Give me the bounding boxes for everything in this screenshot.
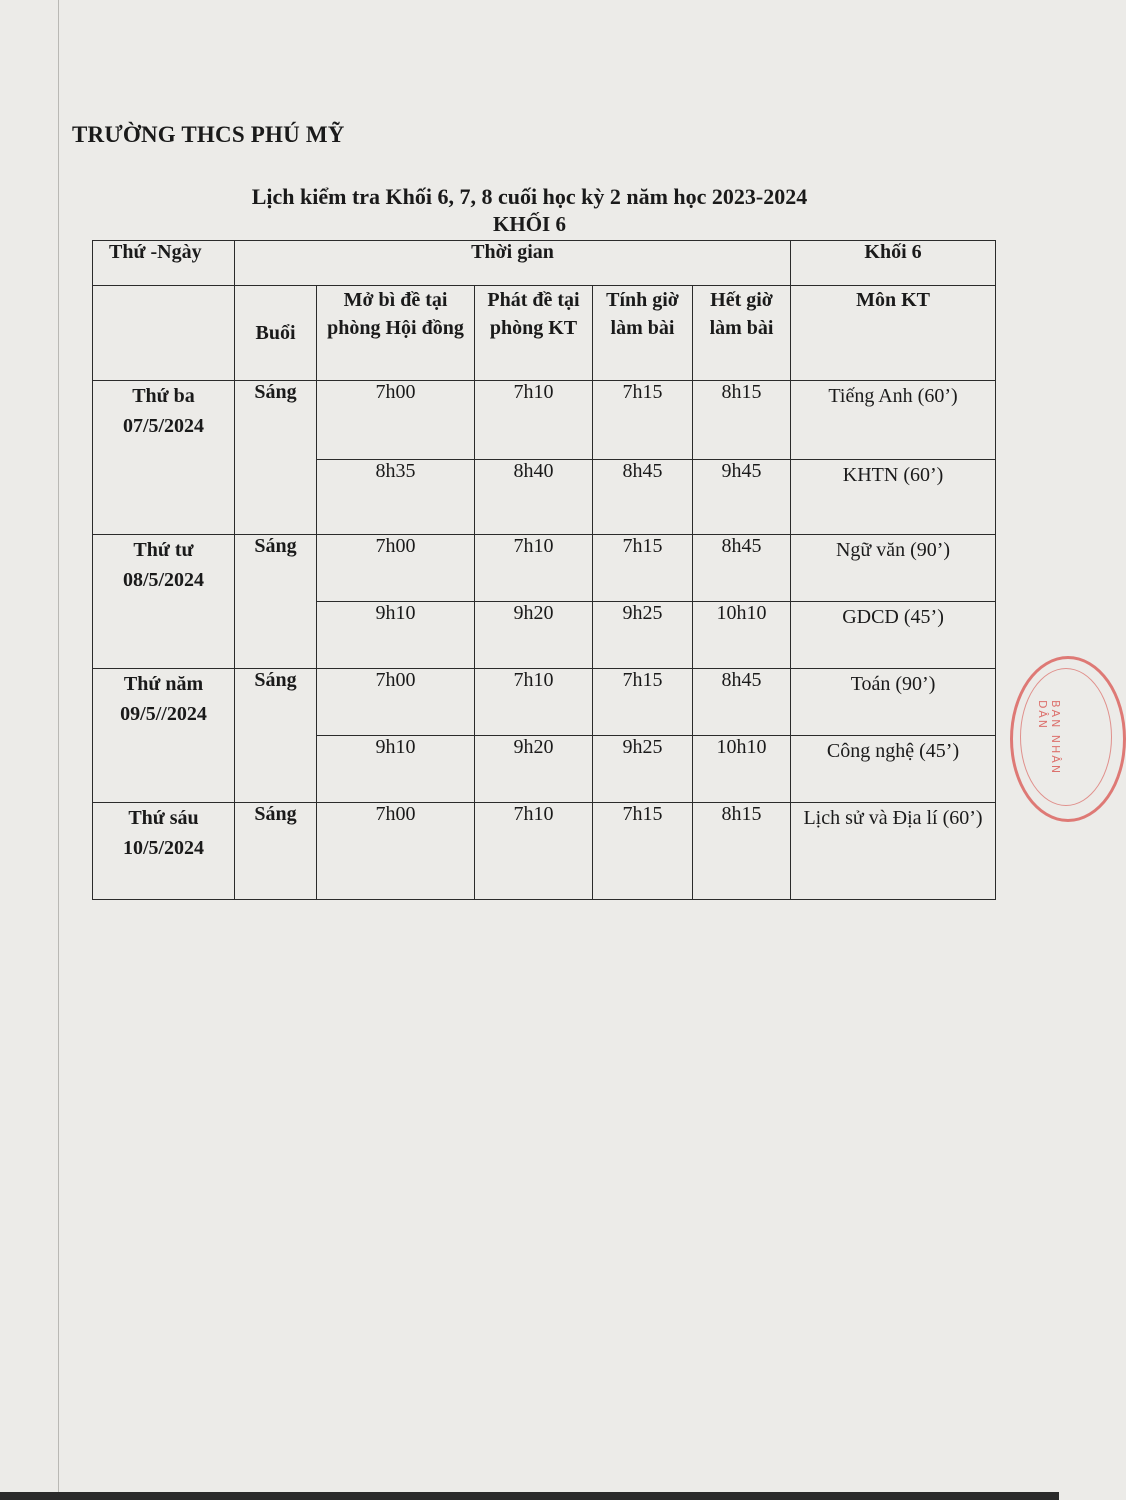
end-time: 8h15 — [693, 803, 791, 900]
header-day: Thứ -Ngày — [93, 241, 235, 286]
session-cell: Sáng — [235, 535, 317, 669]
day-cell — [93, 381, 235, 535]
end-time: 8h45 — [693, 669, 791, 736]
deliver-time: 7h10 — [475, 381, 593, 460]
scan-border — [0, 1492, 1059, 1500]
open-time: 7h00 — [317, 381, 475, 460]
date: 08/5/2024 — [122, 569, 205, 591]
table-row — [93, 381, 996, 460]
weekday: Thứ tư — [133, 539, 194, 561]
header-blank — [93, 286, 235, 381]
weekday: Thứ năm — [123, 673, 204, 695]
start-time: 8h45 — [593, 460, 693, 535]
weekday: Thứ sáu — [128, 807, 199, 829]
table-row — [93, 669, 996, 736]
subject: Tiếng Anh (60’) — [791, 381, 996, 460]
open-time: 7h00 — [317, 803, 475, 900]
subject: Toán (90’) — [791, 669, 996, 736]
col-subject: Môn KT — [791, 286, 996, 381]
exam-schedule-table — [92, 240, 996, 900]
open-time: 9h10 — [317, 736, 475, 803]
document-subtitle: KHỐI 6 — [493, 212, 566, 236]
session-cell: Sáng — [235, 803, 317, 900]
start-time: 9h25 — [593, 602, 693, 669]
end-time: 8h15 — [693, 381, 791, 460]
open-time: 9h10 — [317, 602, 475, 669]
deliver-time: 9h20 — [475, 602, 593, 669]
day-cell — [93, 535, 235, 669]
session-cell: Sáng — [235, 669, 317, 803]
date: 10/5/2024 — [122, 837, 205, 859]
document-title: Lịch kiểm tra Khối 6, 7, 8 cuối học kỳ 2 năm học 2023-2024 — [251, 184, 808, 209]
date: 07/5/2024 — [122, 415, 205, 437]
subject: Ngữ văn (90’) — [791, 535, 996, 602]
school-name: TRƯỜNG THCS PHÚ MỸ — [72, 122, 345, 147]
end-time: 10h10 — [693, 736, 791, 803]
start-time: 7h15 — [593, 803, 693, 900]
end-time: 8h45 — [693, 535, 791, 602]
deliver-time: 9h20 — [475, 736, 593, 803]
day-cell — [93, 669, 235, 803]
stamp-text: BAN NHÂN DÂN — [1036, 700, 1062, 776]
start-time: 9h25 — [593, 736, 693, 803]
end-time: 9h45 — [693, 460, 791, 535]
col-end: Hết giờ làm bài — [693, 286, 791, 381]
table-row — [93, 803, 996, 900]
day-cell — [93, 803, 235, 900]
deliver-time: 8h40 — [475, 460, 593, 535]
start-time: 7h15 — [593, 381, 693, 460]
session-cell: Sáng — [235, 381, 317, 535]
end-time: 10h10 — [693, 602, 791, 669]
start-time: 7h15 — [593, 669, 693, 736]
col-session: Buổi — [235, 286, 317, 381]
subject: KHTN (60’) — [791, 460, 996, 535]
col-deliver: Phát đề tại phòng KT — [475, 286, 593, 381]
table-row — [93, 535, 996, 602]
subject: Lịch sử và Địa lí (60’) — [791, 803, 996, 900]
open-time: 7h00 — [317, 535, 475, 602]
col-open: Mở bì đề tại phòng Hội đồng — [317, 286, 475, 381]
deliver-time: 7h10 — [475, 803, 593, 900]
weekday: Thứ ba — [132, 385, 195, 407]
col-start: Tính giờ làm bài — [593, 286, 693, 381]
header-time: Thời gian — [235, 241, 791, 286]
deliver-time: 7h10 — [475, 535, 593, 602]
deliver-time: 7h10 — [475, 669, 593, 736]
header-grade: Khối 6 — [791, 241, 996, 286]
subject: GDCD (45’) — [791, 602, 996, 669]
start-time: 7h15 — [593, 535, 693, 602]
subject: Công nghệ (45’) — [791, 736, 996, 803]
open-time: 8h35 — [317, 460, 475, 535]
date: 09/5//2024 — [120, 703, 207, 725]
open-time: 7h00 — [317, 669, 475, 736]
